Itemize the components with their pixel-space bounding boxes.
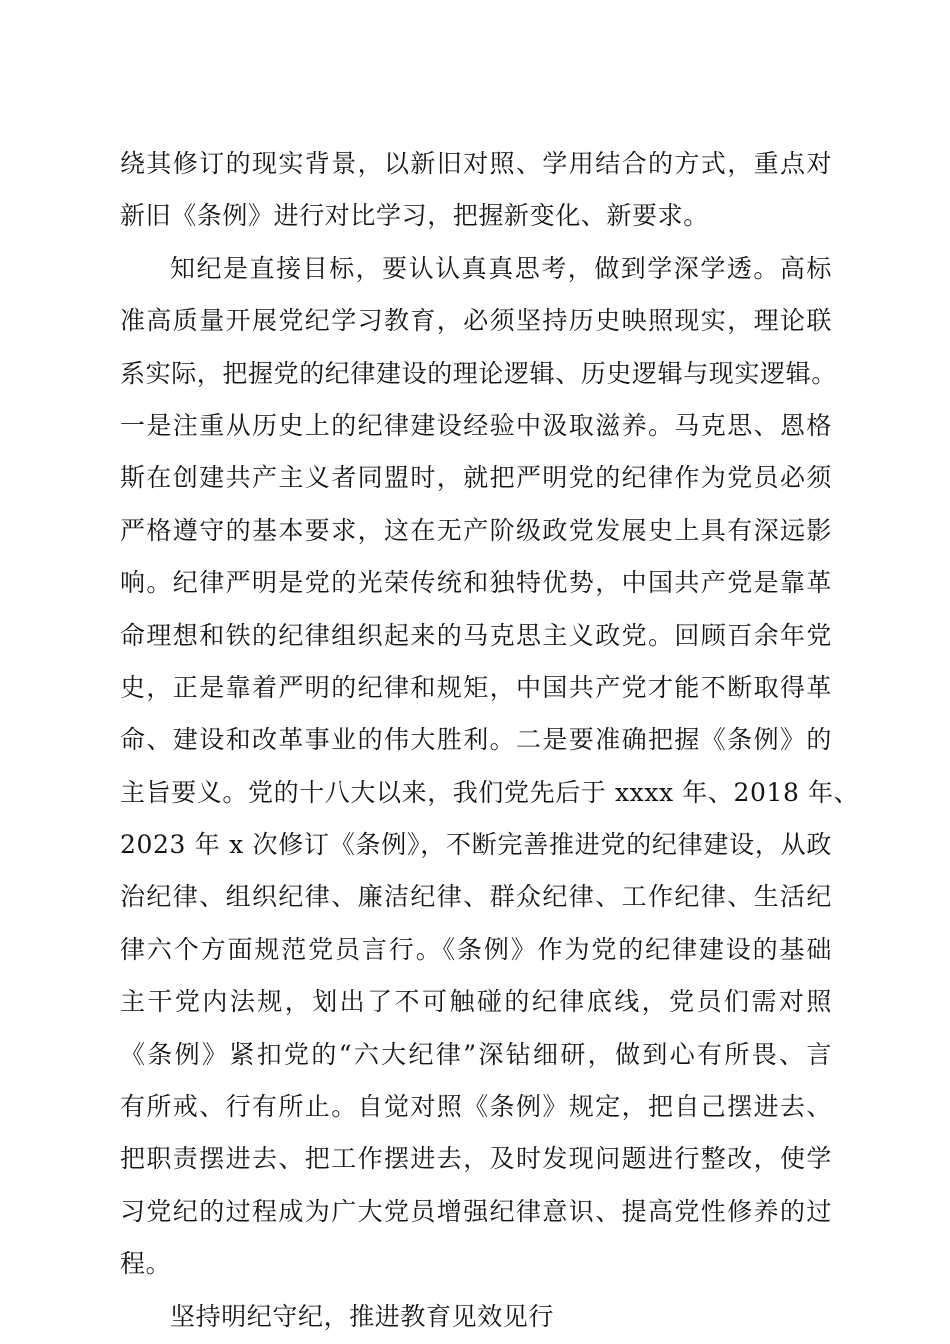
text-line: 《条例》紧扣党的“六大纪律”深钻细研，做到心有所畏、言 bbox=[120, 1039, 832, 1069]
text-line: 命理想和铁的纪律组织起来的马克思主义政党。回顾百余年党 bbox=[120, 620, 832, 650]
text-line: 命、建设和改革事业的伟大胜利。二是要准确把握《条例》的 bbox=[120, 725, 832, 755]
paragraph-knowing-discipline bbox=[120, 243, 860, 1291]
text-line: 严格遵守的基本要求，这在无产阶级政党发展史上具有深远影 bbox=[120, 515, 832, 545]
document-body bbox=[120, 138, 860, 1343]
text-line: 主旨要义。党的十八大以来，我们党先后于 xxxx 年、2018 年、 bbox=[120, 777, 860, 807]
heading-text: 坚持明纪守纪，推进教育见效见行 bbox=[170, 1301, 555, 1331]
text-line: 响。纪律严明是党的光荣传统和独特优势，中国共产党是靠革 bbox=[120, 568, 832, 598]
text-line: 律六个方面规范党员言行。《条例》作为党的纪律建设的基础 bbox=[120, 934, 832, 964]
text-line: 习党纪的过程成为广大党员增强纪律意识、提高党性修养的过 bbox=[120, 1196, 832, 1226]
text-line: 新旧《条例》进行对比学习，把握新变化、新要求。 bbox=[120, 201, 709, 231]
text-line: 2023 年 x 次修订《条例》，不断完善推进党的纪律建设，从政 bbox=[120, 830, 832, 860]
text-line: 绕其修订的现实背景，以新旧对照、学用结合的方式，重点对 bbox=[120, 149, 832, 178]
section-heading bbox=[120, 1291, 832, 1343]
text-line: 主干党内法规，划出了不可触碰的纪律底线，党员们需对照 bbox=[120, 987, 832, 1017]
text-line: 准高质量开展党纪学习教育，必须坚持历史映照现实，理论联 bbox=[120, 306, 832, 336]
text-line: 一是注重从历史上的纪律建设经验中汲取滋养。马克思、恩格 bbox=[120, 410, 832, 440]
text-line: 知纪是直接目标，要认认真真思考，做到学深学透。高标 bbox=[170, 253, 832, 283]
paragraph-context bbox=[120, 138, 832, 243]
text-line: 系实际，把握党的纪律建设的理论逻辑、历史逻辑与现实逻辑。 bbox=[120, 358, 837, 388]
text-line: 治纪律、组织纪律、廉洁纪律、群众纪律、工作纪律、生活纪 bbox=[120, 882, 832, 912]
text-line: 程。 bbox=[120, 1249, 172, 1279]
text-line: 史，正是靠着严明的纪律和规矩，中国共产党才能不断取得革 bbox=[120, 672, 832, 702]
text-line: 有所戒、行有所止。自觉对照《条例》规定，把自己摆进去、 bbox=[120, 1092, 832, 1122]
text-line: 把职责摆进去、把工作摆进去，及时发现问题进行整改，使学 bbox=[120, 1144, 832, 1174]
text-line: 斯在创建共产主义者同盟时，就把严明党的纪律作为党员必须 bbox=[120, 463, 832, 493]
